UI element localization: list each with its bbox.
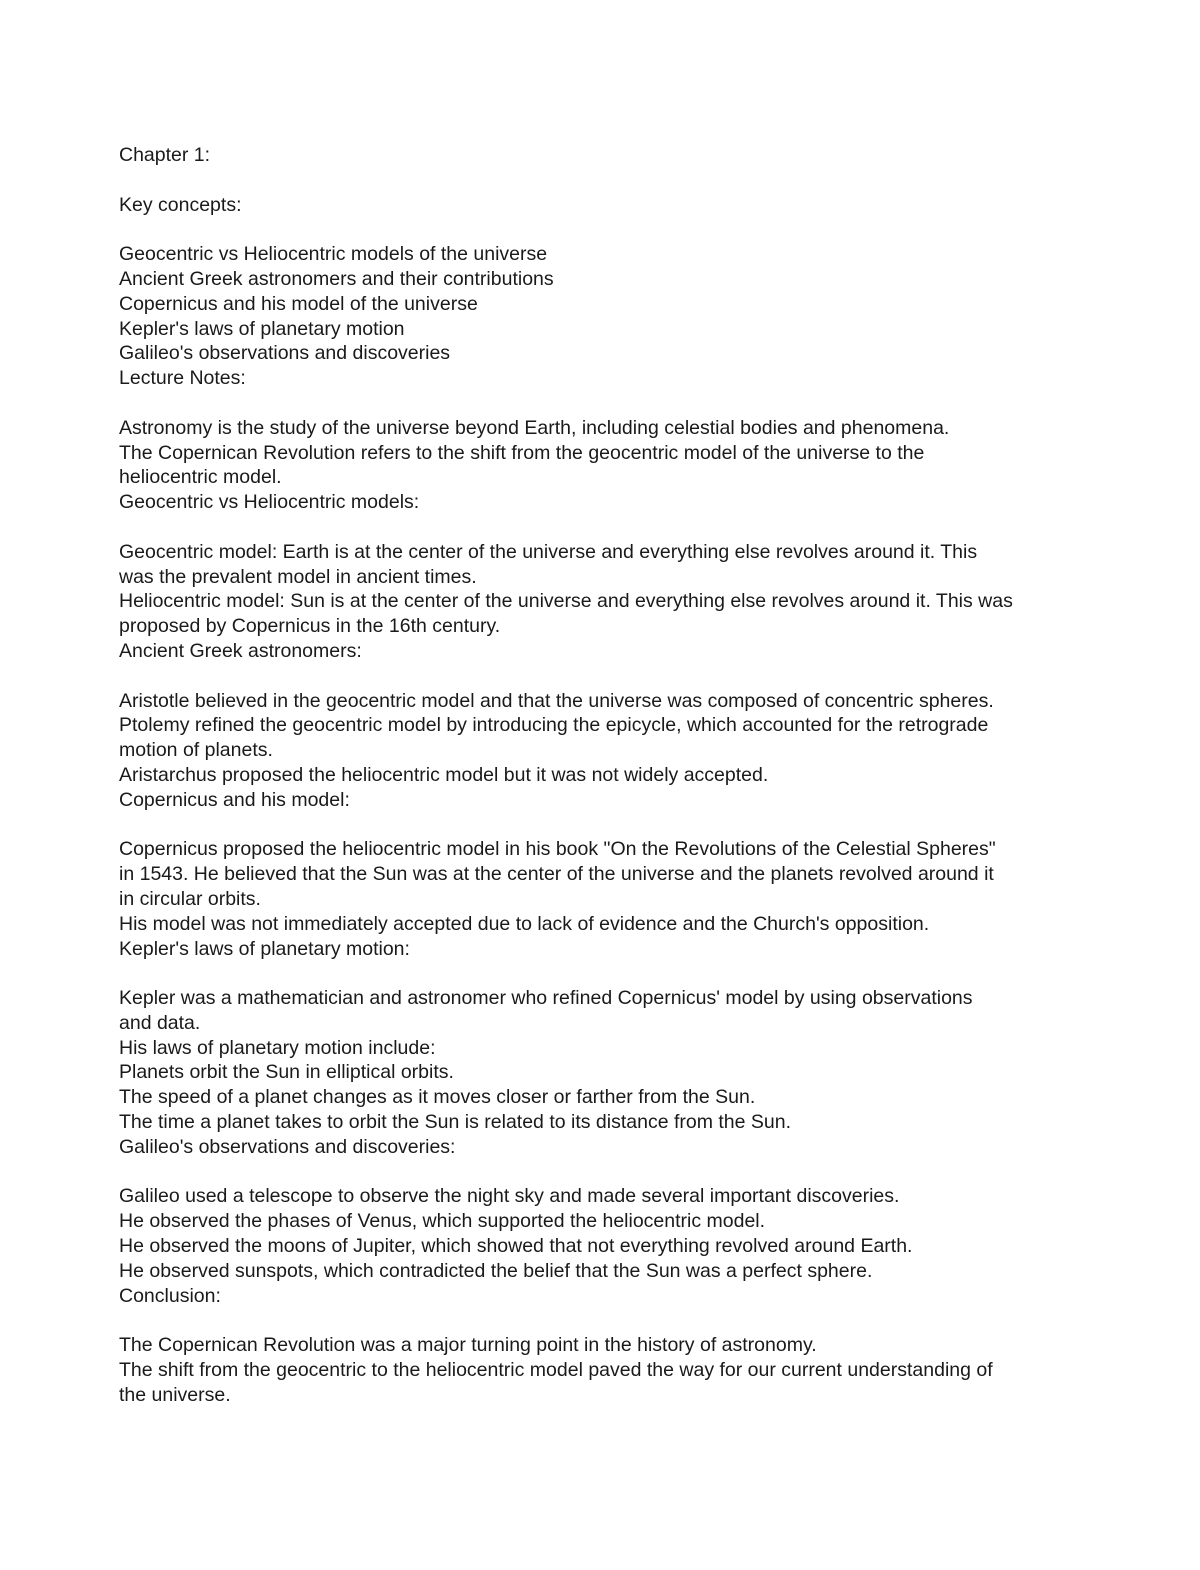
text-line: heliocentric model.: [119, 466, 282, 489]
text-line: proposed by Copernicus in the 16th century.: [119, 615, 501, 638]
text-line: Chapter 1:: [119, 144, 211, 166]
text-line: and data.: [119, 1011, 201, 1034]
text-line: The Copernican Revolution refers to the shift from the geocentric model of the universe to the: [119, 441, 925, 464]
text-line: Lecture Notes:: [119, 367, 246, 390]
text-line: Key concepts:: [119, 193, 242, 216]
text-line: Heliocentric model: Sun is at the center of the universe and everything else revolves around it. This was: [119, 590, 1013, 613]
text-line: Aristotle believed in the geocentric model and that the universe was composed of concentric spheres.: [119, 689, 994, 712]
blank-line: [119, 961, 1079, 986]
blank-line: [119, 664, 1079, 689]
blank-line: [119, 217, 1079, 242]
text-line: motion of planets.: [119, 739, 273, 762]
text-line: Copernicus and his model:: [119, 788, 350, 811]
text-line: Geocentric vs Heliocentric models:: [119, 491, 420, 514]
text-line: Kepler was a mathematician and astronomer who refined Copernicus' model by using observations: [119, 987, 973, 1010]
blank-line: [119, 168, 1079, 193]
text-line: He observed sunspots, which contradicted the belief that the Sun was a perfect sphere.: [119, 1259, 873, 1282]
text-line: the universe.: [119, 1383, 231, 1406]
text-line: Conclusion:: [119, 1284, 221, 1307]
text-line: Ancient Greek astronomers and their contributions: [119, 267, 554, 290]
text-line: Galileo's observations and discoveries:: [119, 1135, 456, 1158]
document-body: [119, 143, 1079, 1408]
text-line: Kepler's laws of planetary motion: [119, 317, 405, 340]
text-line: Ptolemy refined the geocentric model by introducing the epicycle, which accounted for the retrograde: [119, 714, 989, 737]
blank-line: [119, 515, 1079, 540]
text-line: Ancient Greek astronomers:: [119, 639, 362, 662]
text-line: He observed the phases of Venus, which supported the heliocentric model.: [119, 1210, 766, 1233]
text-line: He observed the moons of Jupiter, which showed that not everything revolved around Earth.: [119, 1235, 913, 1258]
text-line: in 1543. He believed that the Sun was at the center of the universe and the planets revolved around it: [119, 863, 994, 886]
text-line: Geocentric model: Earth is at the center of the universe and everything else revolves around it. This: [119, 540, 978, 563]
text-line: Galileo used a telescope to observe the night sky and made several important discoveries.: [119, 1185, 900, 1208]
text-line: The speed of a planet changes as it moves closer or farther from the Sun.: [119, 1086, 756, 1109]
text-line: Planets orbit the Sun in elliptical orbits.: [119, 1061, 454, 1084]
text-line: Aristarchus proposed the heliocentric model but it was not widely accepted.: [119, 763, 769, 786]
blank-line: [119, 1160, 1079, 1185]
text-line: His laws of planetary motion include:: [119, 1036, 436, 1059]
text-line: The time a planet takes to orbit the Sun is related to its distance from the Sun.: [119, 1111, 792, 1134]
text-line: Kepler's laws of planetary motion:: [119, 937, 410, 960]
text-line: Geocentric vs Heliocentric models of the universe: [119, 243, 548, 266]
text-line: was the prevalent model in ancient times.: [119, 565, 477, 588]
blank-line: [119, 1308, 1079, 1333]
blank-line: [119, 813, 1079, 838]
text-line: The Copernican Revolution was a major turning point in the history of astronomy.: [119, 1334, 817, 1357]
text-line: in circular orbits.: [119, 887, 261, 910]
text-line: The shift from the geocentric to the heliocentric model paved the way for our current understanding of: [119, 1359, 993, 1382]
text-line: Galileo's observations and discoveries: [119, 342, 451, 365]
text-line: His model was not immediately accepted due to lack of evidence and the Church's opposition.: [119, 912, 930, 935]
text-line: Copernicus and his model of the universe: [119, 292, 478, 315]
text-line: Astronomy is the study of the universe beyond Earth, including celestial bodies and phenomena.: [119, 416, 950, 439]
blank-line: [119, 391, 1079, 416]
text-line: Copernicus proposed the heliocentric model in his book "On the Revolutions of the Celestial Spheres": [119, 838, 996, 861]
